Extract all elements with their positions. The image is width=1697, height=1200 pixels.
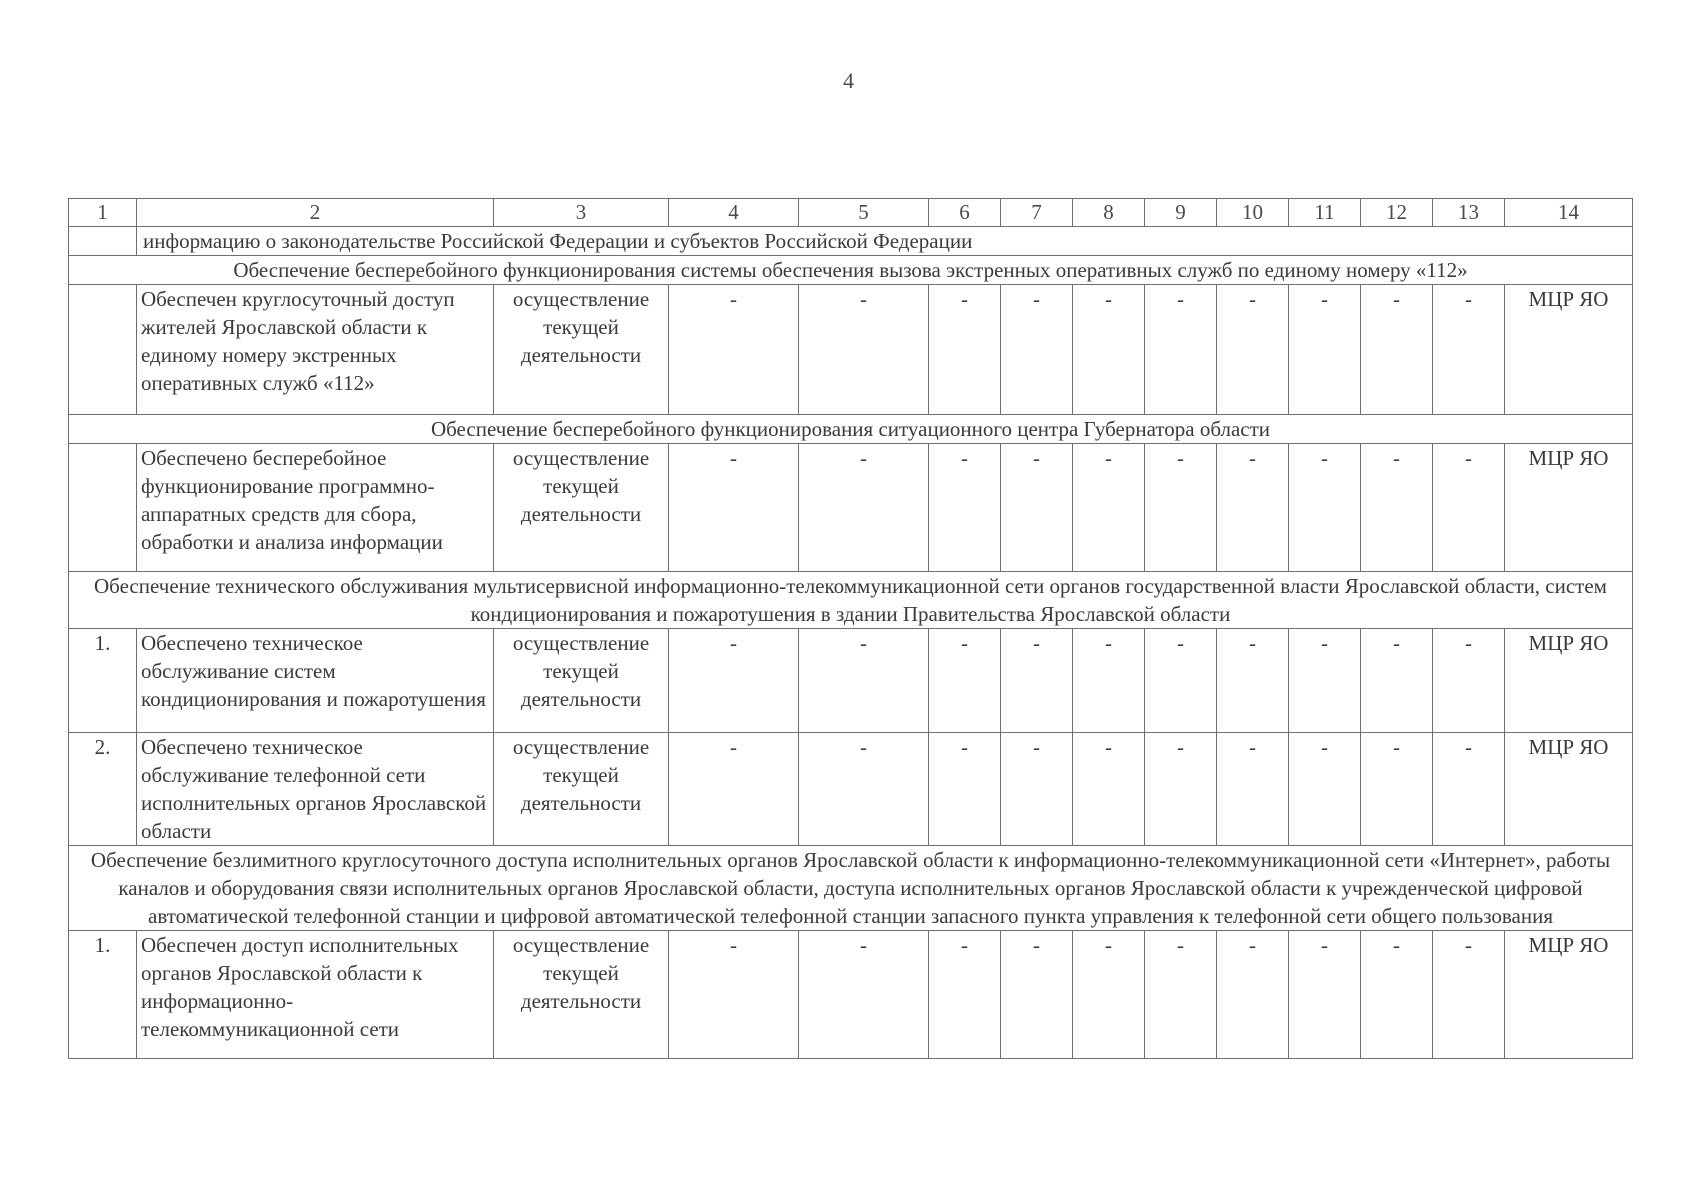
table-row	[69, 931, 1633, 1059]
value-cell: -	[799, 444, 929, 572]
value-cell: -	[1145, 285, 1217, 415]
value-cell: -	[669, 285, 799, 415]
value-cell: -	[1361, 285, 1433, 415]
value-cell: -	[1073, 733, 1145, 846]
value-cell: -	[1145, 931, 1217, 1059]
value-cell: -	[1433, 629, 1505, 733]
column-number-6: 6	[929, 199, 1001, 227]
column-number-9: 9	[1145, 199, 1217, 227]
column-number-1: 1	[69, 199, 137, 227]
value-cell: -	[1433, 444, 1505, 572]
result-text: Обеспечено техническое обслуживание телефонной сети исполнительных органов Ярославской области	[137, 733, 494, 846]
value-cell: -	[1433, 733, 1505, 846]
value-cell: -	[1145, 629, 1217, 733]
result-text: Обеспечен доступ исполнительных органов Ярославской области к информационно-телекоммуникационной сети	[137, 931, 494, 1059]
column-number-14: 14	[1505, 199, 1633, 227]
value-cell: -	[1217, 629, 1289, 733]
value-cell: -	[799, 285, 929, 415]
event-type: осуществление текущей деятельности	[494, 931, 669, 1059]
table-row	[69, 733, 1633, 846]
executor: МЦР ЯО	[1505, 285, 1633, 415]
row-number	[69, 285, 137, 415]
column-number-2: 2	[137, 199, 494, 227]
value-cell: -	[929, 285, 1001, 415]
column-number-13: 13	[1433, 199, 1505, 227]
value-cell: -	[1001, 285, 1073, 415]
table-row	[69, 629, 1633, 733]
plan-table	[68, 198, 1633, 1059]
value-cell: -	[1361, 733, 1433, 846]
executor: МЦР ЯО	[1505, 629, 1633, 733]
result-text: Обеспечено бесперебойное функционирование программно-аппаратных средств для сбора, обработки и анализа информации	[137, 444, 494, 572]
column-number-7: 7	[1001, 199, 1073, 227]
column-number-row	[69, 199, 1633, 227]
column-number-8: 8	[1073, 199, 1145, 227]
section-title: Обеспечение технического обслуживания мультисервисной информационно-телекоммуникационной сети органов государственной власти Ярославской области, систем кондиционирования и пожаротушения в здании Правительства Ярославской области	[69, 572, 1633, 629]
column-number-3: 3	[494, 199, 669, 227]
executor: МЦР ЯО	[1505, 444, 1633, 572]
value-cell: -	[1217, 733, 1289, 846]
value-cell: -	[1289, 733, 1361, 846]
section-header-row	[69, 572, 1633, 629]
section-title: Обеспечение бесперебойного функционирования ситуационного центра Губернатора области	[69, 415, 1633, 444]
value-cell: -	[1073, 444, 1145, 572]
page-number: 4	[843, 68, 854, 93]
column-number-4: 4	[669, 199, 799, 227]
column-number-10: 10	[1217, 199, 1289, 227]
value-cell: -	[669, 629, 799, 733]
value-cell: -	[799, 733, 929, 846]
table-row	[69, 285, 1633, 415]
value-cell: -	[1217, 931, 1289, 1059]
value-cell: -	[1361, 444, 1433, 572]
event-type: осуществление текущей деятельности	[494, 285, 669, 415]
value-cell: -	[1145, 444, 1217, 572]
value-cell: -	[929, 629, 1001, 733]
value-cell: -	[1217, 285, 1289, 415]
column-number-12: 12	[1361, 199, 1433, 227]
event-type: осуществление текущей деятельности	[494, 444, 669, 572]
column-number-5: 5	[799, 199, 929, 227]
row-number	[69, 444, 137, 572]
event-type: осуществление текущей деятельности	[494, 629, 669, 733]
continuation-text: информацию о законодательстве Российской Федерации и субъектов Российской Федерации	[137, 227, 1633, 256]
value-cell: -	[1289, 931, 1361, 1059]
value-cell: -	[1361, 629, 1433, 733]
row-number: 1.	[69, 931, 137, 1059]
value-cell: -	[1073, 931, 1145, 1059]
section-title: Обеспечение бесперебойного функционирования системы обеспечения вызова экстренных оперативных служб по единому номеру «112»	[69, 256, 1633, 285]
continuation-row	[69, 227, 1633, 256]
value-cell: -	[1433, 285, 1505, 415]
value-cell: -	[1433, 931, 1505, 1059]
row-number: 1.	[69, 629, 137, 733]
executor: МЦР ЯО	[1505, 733, 1633, 846]
value-cell: -	[799, 931, 929, 1059]
value-cell: -	[1217, 444, 1289, 572]
table-row	[69, 444, 1633, 572]
value-cell: -	[1073, 629, 1145, 733]
value-cell: -	[799, 629, 929, 733]
table-body	[69, 199, 1633, 1059]
value-cell: -	[1001, 931, 1073, 1059]
value-cell: -	[929, 444, 1001, 572]
row-number: 2.	[69, 733, 137, 846]
value-cell: -	[669, 931, 799, 1059]
value-cell: -	[1361, 931, 1433, 1059]
result-text: Обеспечен круглосуточный доступ жителей Ярославской области к единому номеру экстренных оперативных служб «112»	[137, 285, 494, 415]
value-cell: -	[1145, 733, 1217, 846]
column-number-11: 11	[1289, 199, 1361, 227]
section-header-row	[69, 415, 1633, 444]
section-header-row	[69, 846, 1633, 931]
value-cell: -	[1001, 444, 1073, 572]
value-cell: -	[669, 444, 799, 572]
value-cell: -	[1001, 629, 1073, 733]
result-text: Обеспечено техническое обслуживание систем кондиционирования и пожаротушения	[137, 629, 494, 733]
event-type: осуществление текущей деятельности	[494, 733, 669, 846]
executor: МЦР ЯО	[1505, 931, 1633, 1059]
empty-cell	[69, 227, 137, 256]
value-cell: -	[1001, 733, 1073, 846]
value-cell: -	[1289, 629, 1361, 733]
value-cell: -	[669, 733, 799, 846]
section-title: Обеспечение безлимитного круглосуточного доступа исполнительных органов Ярославской области к информационно-телекоммуникационной сети «Интернет», работы каналов и оборудования связи исполнительных органов Ярославской области, доступа исполнительных органов Ярославской области к учрежденческой цифровой автоматической телефонной станции и цифровой автоматической телефонной станции запасного пункта управления к телефонной сети общего пользования	[69, 846, 1633, 931]
section-header-row	[69, 256, 1633, 285]
value-cell: -	[1289, 444, 1361, 572]
value-cell: -	[929, 931, 1001, 1059]
value-cell: -	[1073, 285, 1145, 415]
value-cell: -	[929, 733, 1001, 846]
value-cell: -	[1289, 285, 1361, 415]
